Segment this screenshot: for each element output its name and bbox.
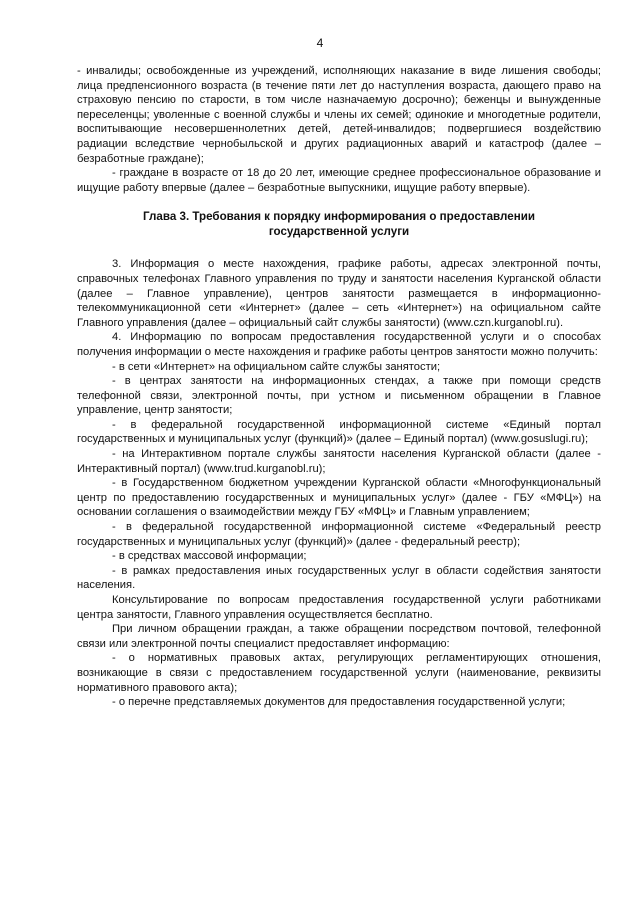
list-item: - в рамках предоставления иных государственных услуг в области содействия занятости населения. [77, 564, 601, 592]
list-item: - в федеральной государственной информационной системе «Единый портал государственных и муниципальных услуг (функций)» (далее – Единый портал) (www.gosuslugi.ru); [77, 418, 601, 446]
paragraph: 3. Информация о месте нахождения, графике работы, адресах электронной почты, справочных телефонах Главного управления по труду и занятости населения Курганской области (далее – Главное управление), центров занятости размещается в информационно-телекоммуникационной сети «Интернет» (далее – сеть «Интернет») на официальном сайте Главного управления (далее – официальный сайт службы занятости) (www.czn.kurganobl.ru). [77, 258, 601, 329]
document-body [77, 64, 601, 710]
paragraph: - инвалиды; освобожденные из учреждений, исполняющих наказание в виде лишения свободы; лица предпенсионного возраста (в течение пяти лет до наступления возраста, дающего право на страховую пенсию по старости, в том числе назначаемую досрочно); беженцы и вынужденные переселенцы; уволенные с военной службы и члены их семей; одинокие и многодетные родители, воспитывающие несовершеннолетних детей, детей-инвалидов; подвергшиеся воздействию радиации вследствие чернобыльской и других радиационных аварий и катастроф (далее – безработные граждане); [77, 65, 601, 165]
paragraph: Консультирование по вопросам предоставления государственной услуги работниками центра занятости, Главного управления осуществляется бесплатно. [77, 594, 601, 621]
paragraph: - граждане в возрасте от 18 до 20 лет, имеющие среднее профессиональное образование и ищущие работу впервые (далее – безработные выпускники, ищущие работу впервые). [77, 167, 601, 194]
chapter-heading: Глава 3. Требования к порядку информирования о предоставлении государственной услуги [143, 210, 535, 239]
paragraph: 4. Информацию по вопросам предоставления государственной услуги и о способах получения информации о месте нахождения и графике работы центров занятости можно получить: [77, 331, 601, 358]
list-item: - на Интерактивном портале службы занятости населения Курганской области (далее - Интерактивный портал) (www.trud.kurganobl.ru); [77, 448, 601, 475]
list-item: - в сети «Интернет» на официальном сайте службы занятости; [112, 360, 441, 373]
list-item: - о нормативных правовых актах, регулирующих регламентирующих отношения, возникающие в связи с предоставлением государственной услуги (наименование, реквизиты нормативного правового акта); [77, 652, 601, 694]
paragraph: При личном обращении граждан, а также обращении посредством почтовой, телефонной связи или электронной почты специалист предоставляет информацию: [77, 623, 601, 650]
list-item: - в средствах массовой информации; [112, 550, 307, 563]
page-number: 4 [316, 36, 324, 50]
list-item: - в Государственном бюджетном учреждении Курганской области «Многофункциональный центр по предоставлению государственных и муниципальных услуг» (далее - ГБУ «МФЦ») на основании соглашения о взаимодействии между ГБУ «МФЦ» и Главным управлением; [77, 477, 601, 519]
list-item: - в федеральной государственной информационной системе «Федеральный реестр государственных и муниципальных услуг (функций)» (далее - федеральный реестр); [77, 521, 601, 548]
list-item: - в центрах занятости на информационных стендах, а также при помощи средств телефонной связи, электронной почты, при устном и письменном обращении в Главное управление, центр занятости; [77, 375, 601, 417]
list-item: - о перечне представляемых документов для предоставления государственной услуги; [112, 696, 566, 709]
